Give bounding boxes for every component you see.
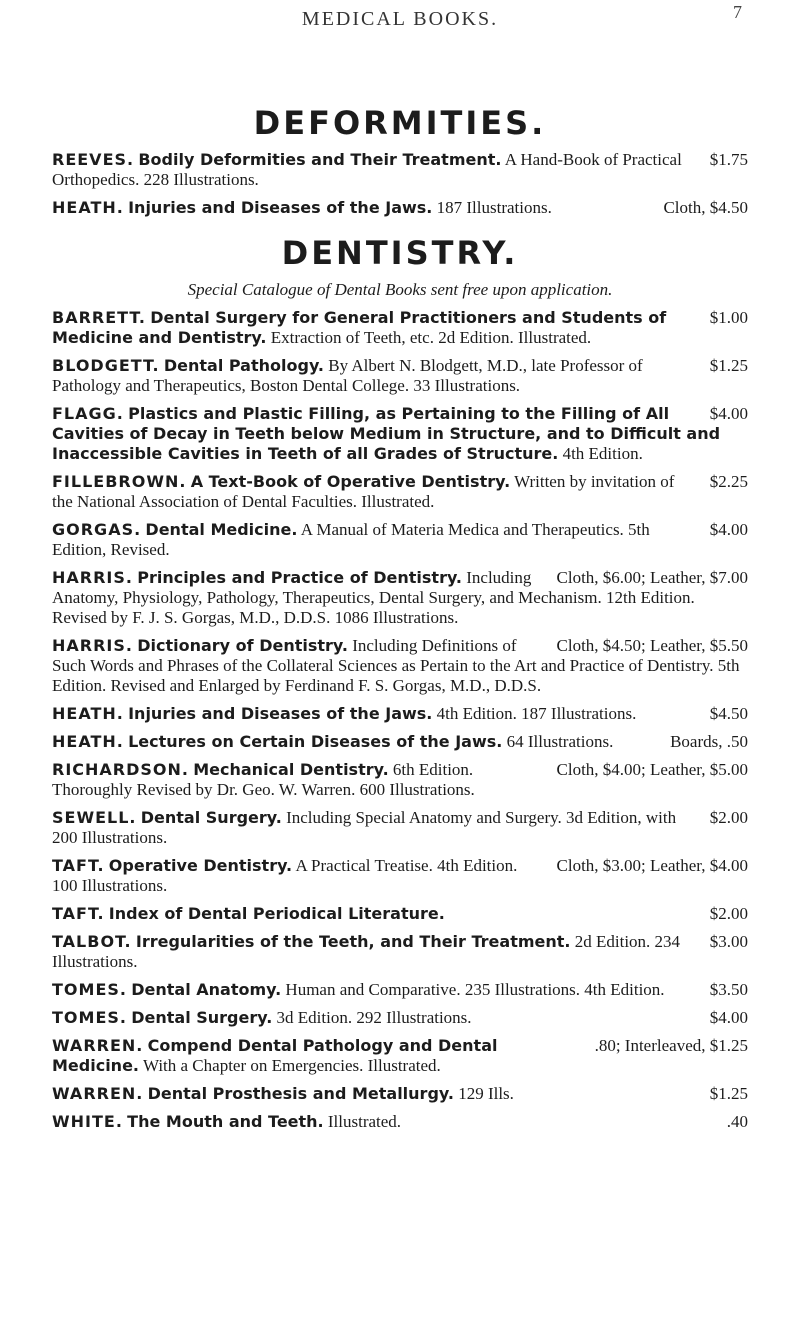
book-author: SEWELL. [52, 808, 137, 827]
book-price: $2.00 [709, 904, 748, 923]
book-price: Cloth, $3.00; Leather, $4.00 [556, 856, 748, 875]
book-price: $1.00 [709, 308, 748, 327]
book-entry [52, 1084, 748, 1104]
book-entry [52, 980, 748, 1000]
book-author: REEVES. [52, 150, 135, 169]
book-description: A Hand-Book of Practical Orthopedics. 228 Illustrations. [52, 150, 682, 189]
book-price: $4.00 [709, 520, 748, 539]
book-price: $2.00 [709, 808, 748, 827]
book-title: Dental Surgery. [140, 808, 282, 827]
book-entry [52, 1008, 748, 1028]
book-entry [52, 356, 748, 396]
book-title: Dental Surgery. [131, 1008, 273, 1027]
book-price: .80; Interleaved, $1.25 [594, 1036, 748, 1055]
book-title: Bodily Deformities and Their Treatment. [138, 150, 502, 169]
book-entry [52, 1036, 748, 1076]
book-description: Including Special Anatomy and Surgery. 3d Edition, with 200 Illustrations. [52, 808, 677, 847]
book-entry [52, 198, 748, 218]
book-price: $1.25 [709, 1084, 748, 1103]
book-description: 129 Ills. [458, 1084, 514, 1103]
book-price: Boards, .50 [670, 732, 748, 751]
book-title: Operative Dentistry. [108, 856, 293, 875]
book-description: 187 Illustrations. [436, 198, 552, 217]
book-author: TAFT. [52, 904, 105, 923]
book-title: Dental Anatomy. [131, 980, 282, 999]
book-author: HARRIS. [52, 636, 133, 655]
book-title: A Text-Book of Operative Dentistry. [190, 472, 511, 491]
book-entry [52, 932, 748, 972]
book-entry [52, 404, 748, 464]
book-entry [52, 520, 748, 560]
book-entry [52, 1112, 748, 1132]
book-title: Dental Surgery for General Practitioners and Students of Medicine and Dentistry. [52, 308, 667, 347]
book-price: Cloth, $4.50 [663, 198, 748, 217]
book-description: 3d Edition. 292 Illustrations. [276, 1008, 472, 1027]
book-price: $4.00 [709, 404, 748, 423]
book-entry [52, 904, 748, 924]
book-description: Extraction of Teeth, etc. 2d Edition. Illustrated. [270, 328, 592, 347]
book-description: A Manual of Materia Medica and Therapeutics. 5th Edition, Revised. [52, 520, 650, 559]
section-heading: DENTISTRY. [281, 234, 519, 272]
book-title: Index of Dental Periodical Literature. [108, 904, 445, 923]
book-author: HEATH. [52, 704, 124, 723]
book-author: HEATH. [52, 732, 124, 751]
book-description: 4th Edition. 187 Illustrations. [436, 704, 637, 723]
book-title: Mechanical Dentistry. [193, 760, 389, 779]
book-entry [52, 732, 748, 752]
book-title: The Mouth and Teeth. [127, 1112, 324, 1131]
book-price: $3.00 [709, 932, 748, 951]
book-title: Dental Prosthesis and Metallurgy. [147, 1084, 454, 1103]
book-description: Including Definitions of Such Words and Phrases of the Collateral Sciences as Pertain to the Art and Practice of Dentistry. 5th Edition. Revised and Enlarged by Ferdinand F. S. Gorgas, M.D., D.D.S. [52, 636, 740, 695]
book-author: TOMES. [52, 980, 127, 999]
book-title: Dictionary of Dentistry. [137, 636, 348, 655]
book-price: Cloth, $4.00; Leather, $5.00 [556, 760, 748, 779]
book-entry [52, 150, 748, 190]
book-title: Principles and Practice of Dentistry. [137, 568, 462, 587]
book-title: Compend Dental Pathology and Dental Medicine. [52, 1036, 498, 1075]
book-title: Injuries and Diseases of the Jaws. [128, 704, 433, 723]
book-author: RICHARDSON. [52, 760, 189, 779]
book-title: Dental Medicine. [145, 520, 298, 539]
book-price: Cloth, $6.00; Leather, $7.00 [556, 568, 748, 587]
book-price: $2.25 [709, 472, 748, 491]
running-head: MEDICAL BOOKS. [301, 8, 499, 30]
book-price: .40 [726, 1112, 748, 1131]
book-author: HEATH. [52, 198, 124, 217]
book-price: Cloth, $4.50; Leather, $5.50 [556, 636, 748, 655]
book-description: 2d Edition. 234 Illustrations. [52, 932, 681, 971]
book-author: FLAGG. [52, 404, 124, 423]
book-title: Irregularities of the Teeth, and Their Treatment. [135, 932, 571, 951]
book-author: BARRETT. [52, 308, 146, 327]
book-description: Including Anatomy, Physiology, Pathology, Therapeutics, Dental Surgery, and Mechanism. 12th Edition. Revised by F. J. S. Gorgas, M.D., D.D.S. 1086 Illustrations. [52, 568, 695, 627]
book-entry [52, 704, 748, 724]
book-price: $3.50 [709, 980, 748, 999]
book-description: A Practical Treatise. 4th Edition. 100 Illustrations. [52, 856, 518, 895]
book-description: Written by invitation of the National Association of Dental Faculties. Illustrated. [52, 472, 675, 511]
book-author: WARREN. [52, 1084, 144, 1103]
book-description: 6th Edition. Thoroughly Revised by Dr. Geo. W. Warren. 600 Illustrations. [52, 760, 475, 799]
book-author: TALBOT. [52, 932, 132, 951]
book-entry [52, 568, 748, 628]
book-author: WHITE. [52, 1112, 123, 1131]
section-heading: DEFORMITIES. [253, 104, 547, 142]
book-author: BLODGETT. [52, 356, 160, 375]
book-price: $1.25 [709, 356, 748, 375]
book-entry [52, 856, 748, 896]
book-author: HARRIS. [52, 568, 133, 587]
book-entry [52, 308, 748, 348]
book-description: Human and Comparative. 235 Illustrations. 4th Edition. [285, 980, 665, 999]
book-author: GORGAS. [52, 520, 142, 539]
book-author: WARREN. [52, 1036, 144, 1055]
book-title: Plastics and Plastic Filling, as Pertaining to the Filling of All Cavities of Decay in Teeth below Medium in Structure, and to Difficult and Inaccessible Cavities in Teeth of all Grades of Structure. [52, 404, 721, 463]
book-entry [52, 760, 748, 800]
book-author: TAFT. [52, 856, 105, 875]
book-description: With a Chapter on Emergencies. Illustrated. [142, 1056, 441, 1075]
book-author: TOMES. [52, 1008, 127, 1027]
book-price: $1.75 [709, 150, 748, 169]
book-title: Dental Pathology. [163, 356, 324, 375]
book-title: Injuries and Diseases of the Jaws. [128, 198, 433, 217]
book-entry [52, 808, 748, 848]
book-description: 4th Edition. [562, 444, 643, 463]
book-author: FILLEBROWN. [52, 472, 187, 491]
book-entry [52, 636, 748, 696]
book-description: By Albert N. Blodgett, M.D., late Professor of Pathology and Therapeutics, Boston Dental College. 33 Illustrations. [52, 356, 643, 395]
book-title: Lectures on Certain Diseases of the Jaws. [128, 732, 503, 751]
book-price: $4.00 [709, 1008, 748, 1027]
section-note: Special Catalogue of Dental Books sent free upon application. [187, 280, 613, 299]
book-description: Illustrated. [327, 1112, 402, 1131]
book-entry [52, 472, 748, 512]
catalogue-content [52, 104, 748, 1148]
page-number: 7 [733, 2, 742, 22]
book-price: $4.50 [709, 704, 748, 723]
book-description: 64 Illustrations. [506, 732, 614, 751]
